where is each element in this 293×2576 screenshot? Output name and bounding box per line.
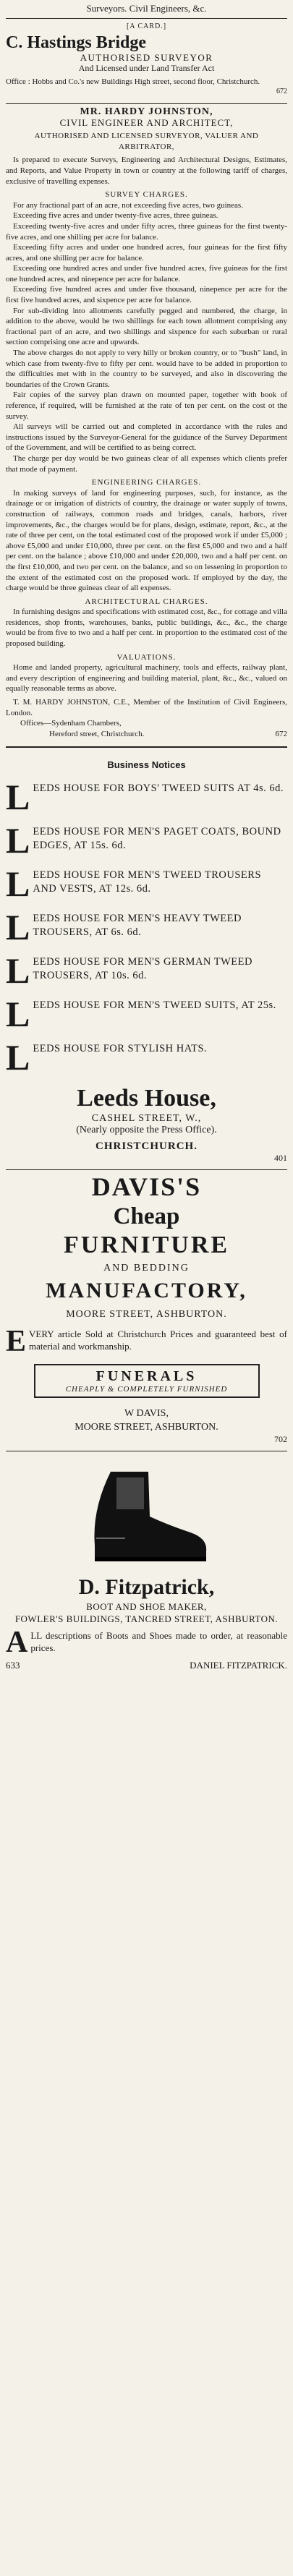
leeds-line-text: EEDS HOUSE FOR STYLISH HATS. [33,1043,208,1055]
architectural-heading: ARCHITECTURAL CHARGES. [85,597,208,606]
davis-furniture: FURNITURE [63,1232,230,1259]
funerals-sub: CHEAPLY & COMPLETELY FURNISHED [65,1385,228,1394]
divider [6,1169,287,1170]
survey-para: The charge per day would be two guineas clear of all expenses which clients prefer that mode of payment. [6,453,287,474]
leeds-line: L EEDS HOUSE FOR MEN'S HEAVY TWEED TROUSERS, AT 6s. 6d. [6,910,287,944]
leeds-city: CHRISTCHURCH. [95,1140,198,1153]
hastings-number: 672 [276,88,287,96]
leeds-number: 401 [274,1153,287,1164]
w-davis-address: MOORE STREET, ASHBURTON. [75,1422,218,1433]
johnston-offices: Offices—Sydenham Chambers, [20,719,122,728]
survey-para: For sub-dividing into allotments carefully pegged and numbered, the charge, in addition to the above, would be two shillings for each town allotment comprising any fractional part of an acre, and two shillings and sixpence for each suburban or rural section comprising one acre and upwards. [6,306,287,347]
johnston-heading-2: CIVIL ENGINEER AND ARCHITECT, [59,116,234,128]
johnston-heading-3: AUTHORISED AND LICENSED SURVEYOR, VALUER AND ARBITRATOR, [34,132,259,151]
hastings-name: C. Hastings Bridge [6,33,147,52]
funerals-title: FUNERALS [95,1368,198,1385]
johnston-offices-street: Hereford street, Christchurch. [49,729,145,738]
leeds-line-text: EEDS HOUSE FOR MEN'S TWEED TROUSERS AND VESTS, AT 12s. 6d. [33,869,262,895]
johnston-intro: Is prepared to execute Surveys, Engineering and Architectural Designs, Estimates, and Reports, and Value Property in town or country at the following tariff of charges, exclusive of travelling expenses. [6,155,287,186]
fitz-signature: DANIEL FITZPATRICK. [190,1660,287,1671]
davis-advert [6,1172,287,1445]
survey-para: All surveys will be carried out and completed in accordance with the rules and instructions issued by the Surveyor-General for the guidance of the Survey Department of the Government, and will be certified to as being correct. [6,422,287,453]
johnston-number: 672 [275,729,287,738]
survey-para: Exceeding five hundred acres and under five thousand, ninepence per acre for the first five hundred acres, and sixpence per acre for balance. [6,285,287,305]
davis-bedding: AND BEDDING [103,1263,190,1274]
fitz-name: D. Fitzpatrick, [78,1575,215,1600]
engineering-para: In making surveys of land for engineering purposes, such, for instance, as the drainage or or irrigation of districts of country, the drainage or water supply of towns, construction of railways, common roads and bridges, canals, harbors, river improvements, &c., the charges would be for plans, design, estimate, report, &c., at the rate of three per cent, on the total estimated cost of the proposed work if under £5,000 ; above £5,000 and under £10,000, three per cent. on the first £5,000 and two and a half per cent. on the balance ; above £10,000 and under £20,000, two and a half per cent. on the first £10,000, and two per cent. on the balance, and so on lessening in proportion to the extent of the estimated cost on the proposed work. If employed by the day, the charge would be three guineas clear of all expenses. [6,488,287,593]
hastings-line-1: AUTHORISED SURVEYOR [80,51,213,63]
davis-manufactory: MANUFACTORY, [46,1279,247,1303]
survey-para: The above charges do not apply to very hilly or broken country, or to "bush" land, in which case from twenty-five to fifty per cent. would have to be added in proportion to the difficulties met with in the country to be surveyed, and also in discovering the boundaries of the Crown Grants. [6,349,287,389]
leeds-line: L EEDS HOUSE FOR MEN'S GERMAN TWEED TROUSERS, AT 10s. 6d. [6,954,287,987]
fitz-all: A LL descriptions of Boots and Shoes made to order, at reasonable prices. [6,1626,287,1660]
fitzpatrick-advert [6,1466,287,1671]
leeds-line: L EEDS HOUSE FOR STYLISH HATS. [6,1037,208,1078]
leeds-advert [6,777,287,1164]
funerals-box [34,1364,260,1398]
engineering-heading: ENGINEERING CHARGES. [91,478,202,487]
survey-para: Fair copies of the survey plan drawn on mounted paper, together with book of reference, if required, will be furnished at the rate of ten per cent. on the cost ot the survey. [6,391,287,421]
leeds-opposite: (Nearly opposite the Press Office). [76,1125,217,1136]
card-tag: [A CARD.] [126,22,167,30]
johnston-heading-1: MR. HARDY JOHNSTON, [80,106,213,117]
w-davis: W DAVIS, [124,1408,169,1420]
hastings-line-2: And Licensed under Land Transfer Act [78,63,215,74]
davis-cheap: Cheap [113,1203,180,1230]
page-header: Surveyors. Civil Engineers, &c. [6,0,287,19]
survey-para: Exceeding fifty acres and under one hundred acres, four guineas for the first fifty acres, and one shilling per acre for balance. [6,243,287,263]
leeds-house-name: Leeds House, [77,1085,216,1112]
leeds-line-text: EEDS HOUSE FOR MEN'S GERMAN TWEED TROUSERS, AT 10s. 6d. [33,956,252,982]
valuations-para: Home and landed property, agricultural machinery, tools and effects, railway plant, and every description of engineering and building material, plant, &c., &c., valued on equally reasonable terms as above. [6,663,287,694]
survey-para: Exceeding five acres and under twenty-five acres, three guineas. [13,211,218,221]
architectural-para: In furnishing designs and specifications with estimated cost, &c., for cottage and villa residences, shop fronts, warehouses, banks, public buildings, &c., &c., the charge would be from five to two and a half per cent. in proportion to the estimated cost of the proposed building. [6,607,287,649]
fitz-line-1: BOOT AND SHOE MAKER, [86,1601,207,1613]
davis-every-text: VERY article Sold at Christchurch Prices and guaranteed best of material and workmanship. [29,1328,287,1352]
hastings-card [6,19,287,98]
leeds-line: L EEDS HOUSE FOR BOYS' TWEED SUITS AT 4s. 6d. [6,777,284,818]
survey-para: Exceeding twenty-five acres and under fifty acres, three guineas for the first twenty-five acres, and one shilling per acre for balance. [6,221,287,242]
leeds-line-text: EEDS HOUSE FOR MEN'S PAGET COATS, BOUND EDGES, AT 15s. 6d. [33,826,281,852]
davis-address: MOORE STREET, ASHBURTON. [66,1309,227,1321]
survey-para: For any fractional part of an acre, not exceeding five acres, two guineas. [13,200,243,210]
fitz-line-2: FOWLER'S BUILDINGS, TANCRED STREET, ASHBURTON. [14,1613,279,1625]
valuations-heading: VALUATIONS. [116,652,177,662]
leeds-street: CASHEL STREET, W., [91,1113,202,1125]
survey-heading: SURVEY CHARGES. [105,190,188,200]
davis-title: DAVIS'S [91,1172,202,1202]
fitz-number: 633 [6,1660,20,1671]
leeds-line: L EEDS HOUSE FOR MEN'S TWEED TROUSERS AND VESTS, AT 12s. 6d. [6,867,287,900]
leeds-line-text: EEDS HOUSE FOR MEN'S TWEED SUITS, AT 25s. [33,999,276,1012]
leeds-line-text: EEDS HOUSE FOR BOYS' TWEED SUITS AT 4s. 6d. [33,782,284,795]
leeds-line: L EEDS HOUSE FOR MEN'S TWEED SUITS, AT 25s. [6,994,276,1035]
survey-para: Exceeding one hundred acres and under five hundred acres, five guineas for the first one hundred acres, and ninepence per acre for balance. [6,264,287,283]
boot-illustration-icon [82,1466,212,1567]
davis-number: 702 [274,1434,287,1445]
fitz-all-text: LL descriptions of Boots and Shoes made to order, at reasonable prices. [30,1630,287,1654]
leeds-line-text: EEDS HOUSE FOR MEN'S HEAVY TWEED TROUSERS, AT 6s. 6d. [33,913,242,939]
davis-every: E VERY article Sold at Christchurch Prices and guaranteed best of material and workmanship. [6,1325,287,1359]
divider [6,746,287,748]
leeds-line: L EEDS HOUSE FOR MEN'S PAGET COATS, BOUND EDGES, AT 15s. 6d. [6,824,287,857]
divider [6,103,287,104]
hastings-line-3: Office : Hobbs and Co.'s new Buildings High street, second floor, Christchurch. [6,77,260,86]
johnston-advert [6,107,287,739]
johnston-signature: T. M. HARDY JOHNSTON, C.E., Member of the Institution of Civil Engineers, London. [6,698,287,717]
business-notices-title: Business Notices [107,759,186,771]
